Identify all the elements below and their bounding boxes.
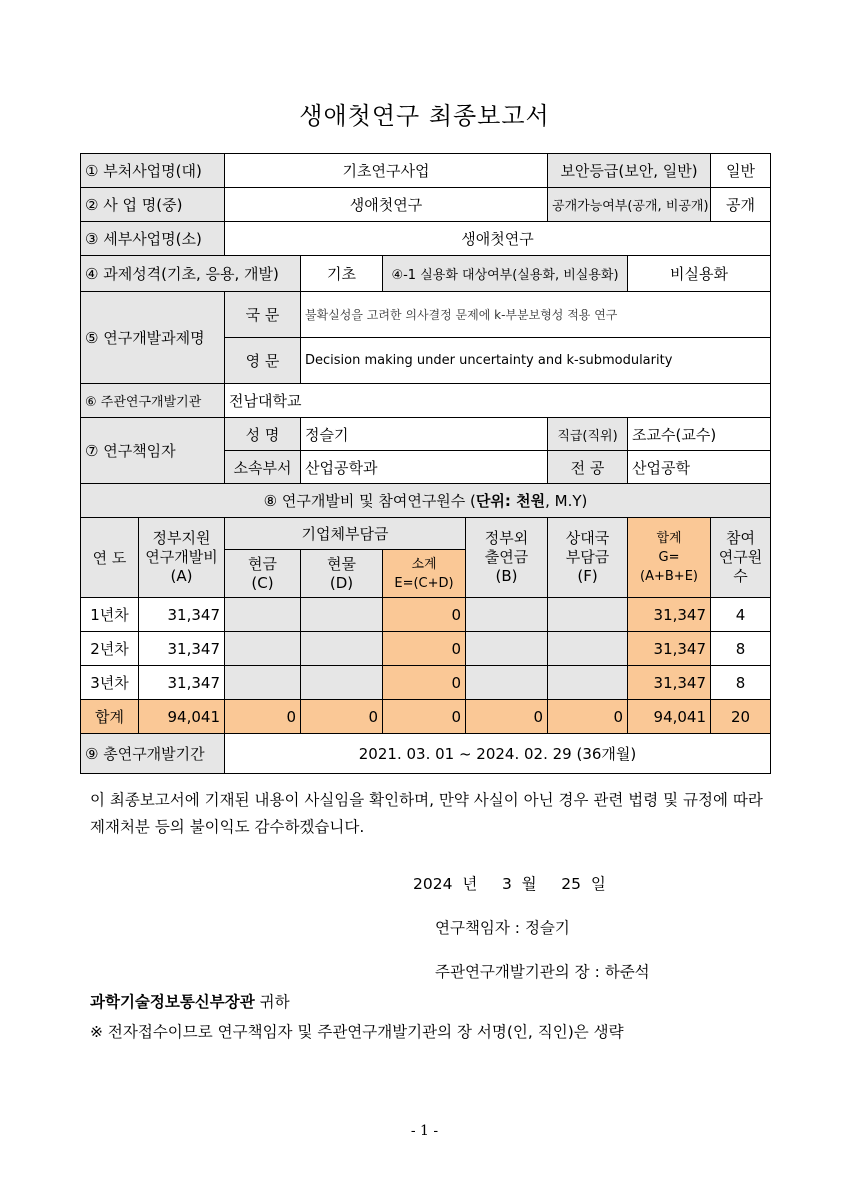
program-value: 생애첫연구	[225, 188, 548, 222]
total-cell: 31,347	[628, 598, 711, 632]
nongov-cell	[466, 666, 548, 700]
electronic-submission-note: ※ 전자접수이므로 연구책임자 및 주관연구개발기관의 장 서명(인, 직인)은 생략	[90, 1023, 624, 1041]
partner-cell	[548, 598, 628, 632]
english-title-value: Decision making under uncertainty and k-submodularity	[301, 338, 771, 384]
institution-label: ⑥ 주관연구개발기관	[81, 384, 225, 418]
date-month-unit: 월	[521, 875, 537, 893]
security-value: 일반	[711, 154, 771, 188]
sum-inkind-cell: 0	[301, 700, 383, 734]
year-cell: 3년차	[81, 666, 139, 700]
sub-program-label: ③ 세부사업명(소)	[81, 222, 225, 256]
korean-title-value: 불확실성을 고려한 의사결정 문제에 k-부분보형성 적용 연구	[301, 292, 771, 338]
inkind-cell	[301, 632, 383, 666]
affiliation-value: 산업공학과	[301, 451, 548, 484]
pi-label: ⑦ 연구책임자	[81, 418, 225, 484]
cash-cell	[225, 666, 301, 700]
budget-header	[81, 484, 771, 518]
program-label: ② 사 업 명(중)	[81, 188, 225, 222]
col-cash: 현금 (C)	[225, 550, 301, 598]
sum-subtotal-cell: 0	[383, 700, 466, 734]
major-label: 전 공	[548, 451, 628, 484]
sum-nongov-cell: 0	[466, 700, 548, 734]
partner-cell	[548, 666, 628, 700]
addressee	[90, 990, 290, 1012]
position-value: 조교수(교수)	[628, 418, 771, 451]
report-form-table	[80, 153, 771, 774]
total-cell: 31,347	[628, 666, 711, 700]
korean-title-label: 국 문	[225, 292, 301, 338]
subtotal-cell: 0	[383, 598, 466, 632]
practical-value: 비실용화	[628, 256, 771, 292]
dept-label: ① 부처사업명(대)	[81, 154, 225, 188]
researchers-cell: 8	[711, 666, 771, 700]
position-label: 직급(직위)	[548, 418, 628, 451]
total-row	[81, 700, 771, 734]
period-value: 2021. 03. 01 ~ 2024. 02. 29 (36개월)	[225, 734, 771, 774]
nature-value: 기초	[301, 256, 383, 292]
public-label: 공개가능여부(공개, 비공개)	[548, 188, 711, 222]
inkind-cell	[301, 666, 383, 700]
pi-signature: 연구책임자 : 정슬기	[435, 919, 570, 937]
researchers-cell: 4	[711, 598, 771, 632]
researchers-cell: 8	[711, 632, 771, 666]
gov-cell: 31,347	[139, 598, 225, 632]
col-total: 합계 G=(A+B+E)	[628, 518, 711, 598]
public-value: 공개	[711, 188, 771, 222]
col-company: 기업체부담금	[225, 518, 466, 550]
page-title: 생애첫연구 최종보고서	[299, 102, 550, 130]
nongov-cell	[466, 632, 548, 666]
subtotal-cell: 0	[383, 666, 466, 700]
nature-label: ④ 과제성격(기초, 응용, 개발)	[81, 256, 301, 292]
sum-year-cell: 합계	[81, 700, 139, 734]
name-label: 성 명	[225, 418, 301, 451]
budget-header-unit: 단위: 천원	[475, 492, 546, 510]
project-title-label: ⑤ 연구개발과제명	[81, 292, 225, 384]
year-cell: 2년차	[81, 632, 139, 666]
budget-header-prefix: ⑧ 연구개발비 및 참여연구원수 (	[263, 492, 476, 510]
col-inkind: 현물 (D)	[301, 550, 383, 598]
table-row	[81, 666, 771, 700]
security-label: 보안등급(보안, 일반)	[548, 154, 711, 188]
gov-cell: 31,347	[139, 666, 225, 700]
date-year: 2024	[413, 875, 453, 893]
cash-cell	[225, 632, 301, 666]
col-year: 연 도	[81, 518, 139, 598]
sum-partner-cell: 0	[548, 700, 628, 734]
english-title-label: 영 문	[225, 338, 301, 384]
col-gov-fund: 정부지원 연구개발비 (A)	[139, 518, 225, 598]
major-value: 산업공학	[628, 451, 771, 484]
date-day: 25	[561, 875, 582, 893]
practical-label: ④-1 실용화 대상여부(실용화, 비실용화)	[383, 256, 628, 292]
total-cell: 31,347	[628, 632, 711, 666]
table-row	[81, 598, 771, 632]
gov-cell: 31,347	[139, 632, 225, 666]
report-date	[413, 872, 606, 894]
addressee-suffix: 귀하	[254, 993, 290, 1011]
col-researchers: 참여 연구원 수	[711, 518, 771, 598]
dept-value: 기초연구사업	[225, 154, 548, 188]
sub-program-value: 생애첫연구	[225, 222, 771, 256]
name-value: 정슬기	[301, 418, 548, 451]
col-nongov: 정부외 출연금 (B)	[466, 518, 548, 598]
year-cell: 1년차	[81, 598, 139, 632]
sum-total-cell: 94,041	[628, 700, 711, 734]
inkind-cell	[301, 598, 383, 632]
declaration-text: 이 최종보고서에 기재된 내용이 사실임을 확인하며, 만약 사실이 아닌 경우 관련 법령 및 규정에 따라 제재처분 등의 불이익도 감수하겠습니다.	[90, 791, 763, 836]
date-year-unit: 년	[462, 875, 478, 893]
nongov-cell	[466, 598, 548, 632]
budget-header-suffix: , M.Y)	[545, 492, 588, 510]
date-day-unit: 일	[590, 875, 606, 893]
page-number: - 1 -	[410, 1123, 439, 1139]
table-row	[81, 632, 771, 666]
sum-gov-cell: 94,041	[139, 700, 225, 734]
institution-value: 전남대학교	[225, 384, 771, 418]
date-month: 3	[501, 875, 512, 893]
head-signature: 주관연구개발기관의 장 : 하준석	[435, 963, 650, 981]
affiliation-label: 소속부서	[225, 451, 301, 484]
sum-cash-cell: 0	[225, 700, 301, 734]
period-label: ⑨ 총연구개발기간	[81, 734, 225, 774]
col-subtotal: 소계 E=(C+D)	[383, 550, 466, 598]
sum-researchers-cell: 20	[711, 700, 771, 734]
addressee-name: 과학기술정보통신부장관	[90, 993, 255, 1011]
col-partner: 상대국 부담금 (F)	[548, 518, 628, 598]
subtotal-cell: 0	[383, 632, 466, 666]
cash-cell	[225, 598, 301, 632]
partner-cell	[548, 632, 628, 666]
